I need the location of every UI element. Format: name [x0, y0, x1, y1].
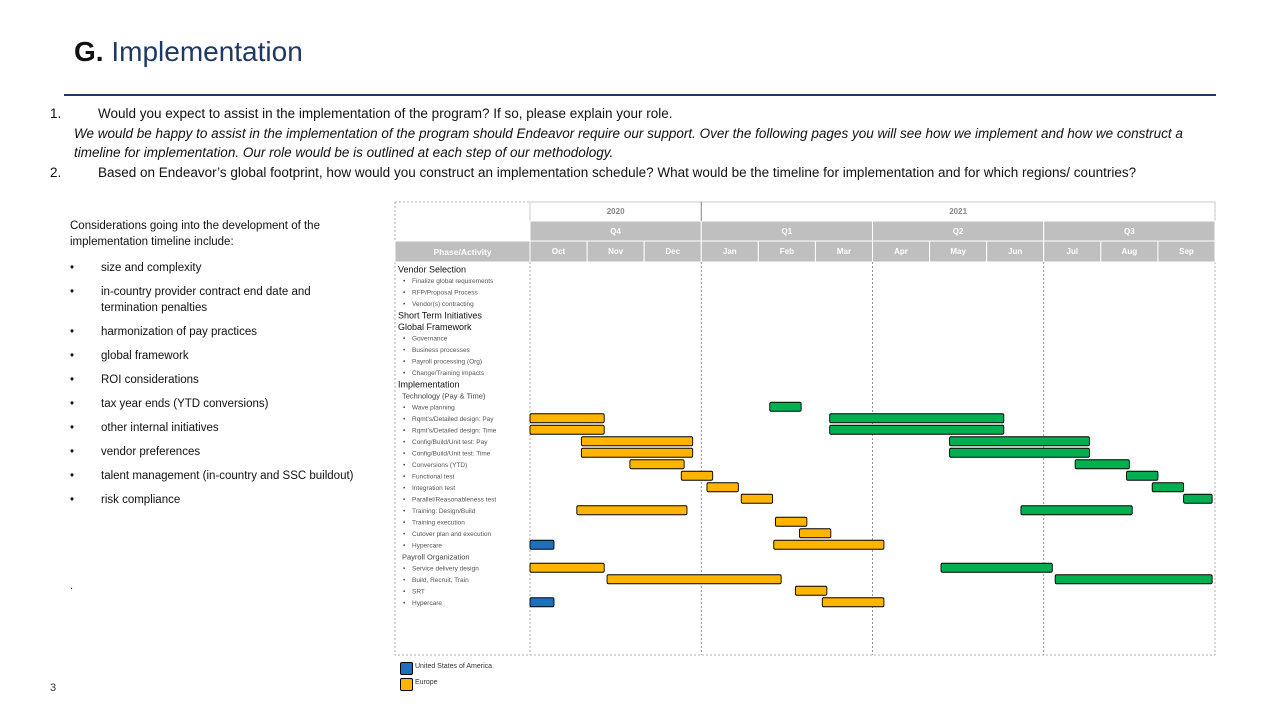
page-number: 3: [50, 682, 57, 694]
legend-europe-swatch: [400, 678, 413, 691]
month-label: Feb: [779, 247, 794, 256]
month-label: May: [950, 247, 966, 256]
month-label: Nov: [608, 247, 624, 256]
activity-label: Finalize global requirements: [412, 277, 494, 285]
gantt-bar: [530, 598, 554, 607]
activity-bullet-icon: •: [403, 404, 406, 412]
activity-label: Parallel/Reasonableness test: [412, 496, 497, 504]
activity-label: Config/Build/Unit test: Time: [412, 450, 491, 458]
list-item-text: tax year ends (YTD conversions): [101, 398, 269, 410]
list-item-text: size and complexity: [101, 262, 202, 274]
phase-label: Global Framework: [398, 321, 472, 332]
activity-bullet-icon: •: [403, 277, 406, 285]
gantt-bar: [741, 494, 772, 503]
activity-bullet-icon: •: [403, 427, 406, 435]
activity-bullet-icon: •: [403, 530, 406, 538]
month-label: Aug: [1121, 247, 1138, 256]
activity-label: RFP/Proposal Process: [412, 289, 478, 297]
gantt-bar: [630, 460, 684, 469]
activity-bullet-icon: •: [403, 496, 406, 504]
question-2-text: Based on Endeavor’s global footprint, how would you construct an implementation schedule? What would be the timeline for implementation and for which regions/ countries?: [98, 164, 1137, 180]
question-1-number: 1.: [50, 106, 62, 121]
legend-europe-label: Europe: [415, 679, 438, 686]
activity-label: Hypercare: [412, 599, 442, 607]
list-item-text: in-country provider contract end date and termination penalties: [101, 286, 311, 314]
activity-bullet-icon: •: [403, 542, 406, 550]
activity-label: Rqmt’s/Detailed design: Time: [412, 427, 497, 435]
bullet-icon: •: [70, 374, 75, 386]
gantt-bar: [530, 414, 604, 423]
activity-bullet-icon: •: [403, 358, 406, 366]
activity-label: Integration test: [412, 484, 455, 492]
month-label: Apr: [894, 247, 908, 256]
activity-bullet-icon: •: [403, 519, 406, 527]
gantt-bar: [1075, 460, 1129, 469]
gantt-bar: [774, 540, 884, 549]
activity-label: Vendor(s) contracting: [412, 300, 474, 308]
gantt-bar: [950, 448, 1090, 457]
month-label: Sep: [1179, 247, 1194, 256]
activity-label: Build, Recruit, Train: [412, 576, 469, 584]
section-letter: G.: [74, 36, 104, 67]
phase-header-label: Phase/Activity: [433, 247, 492, 257]
activity-label: Functional test: [412, 473, 455, 481]
bullet-icon: •: [70, 398, 75, 410]
month-label: Oct: [551, 247, 566, 256]
gantt-bar: [581, 437, 692, 446]
year-label: 2020: [606, 207, 625, 216]
activity-bullet-icon: •: [403, 599, 406, 607]
gantt-bar: [530, 540, 554, 549]
legend-usa-swatch: [400, 662, 413, 675]
question-1-text: Would you expect to assist in the implementation of the program? If so, please explain your role.: [98, 106, 673, 121]
bullet-icon: •: [70, 350, 75, 362]
list-item-text: risk compliance: [101, 494, 181, 506]
gantt-bar: [681, 471, 712, 480]
year-label: 2021: [949, 207, 968, 216]
subphase-label: Technology (Pay & Time): [402, 391, 486, 401]
activity-bullet-icon: •: [403, 565, 406, 573]
gantt-bar: [1152, 483, 1183, 492]
quarter-label: Q1: [781, 227, 793, 236]
phase-label: Implementation: [398, 379, 460, 390]
legend-usa-label: United States of America: [415, 663, 493, 670]
list-item-text: talent management (in-country and SSC buildout): [101, 470, 354, 482]
bullet-icon: •: [70, 262, 75, 274]
activity-label: Conversions (YTD): [412, 461, 468, 469]
activity-bullet-icon: •: [403, 484, 406, 492]
gantt-bar: [950, 437, 1090, 446]
phase-label: Vendor Selection: [398, 264, 467, 275]
gantt-bar: [941, 563, 1052, 572]
considerations-intro: Considerations going into the development of the implementation timeline include:: [70, 220, 320, 248]
list-item-text: vendor preferences: [101, 446, 201, 458]
bullet-icon: •: [70, 446, 75, 458]
month-label: Jan: [722, 247, 737, 256]
quarter-label: Q2: [952, 227, 964, 236]
activity-label: Training execution: [412, 519, 465, 527]
activity-label: Payroll processing (Org): [412, 358, 483, 366]
gantt-bar: [1055, 575, 1212, 584]
quarter-label: Q4: [610, 227, 621, 236]
month-label: Jul: [1066, 247, 1079, 256]
answer-1: We would be happy to assist in the implementation of the program should Endeavor require our support. Over the following pages you will see how we implement and how we construct a timeline for implementation. Our role would be is outlined at each step of our methodology.: [74, 125, 1183, 160]
activity-label: SRT: [412, 588, 425, 596]
gantt-bar: [530, 425, 604, 434]
list-item-text: other internal initiatives: [101, 422, 219, 434]
gantt-bar: [795, 586, 826, 595]
month-label: Dec: [665, 247, 681, 256]
activity-label: Cutover plan and execution: [412, 530, 492, 538]
list-item-text: global framework: [101, 350, 189, 362]
activity-label: Service delivery design: [412, 565, 479, 573]
activity-bullet-icon: •: [403, 450, 406, 458]
activity-label: Business processes: [412, 346, 470, 354]
activity-bullet-icon: •: [403, 289, 406, 297]
month-label: Mar: [836, 247, 852, 256]
activity-bullet-icon: •: [403, 415, 406, 423]
subphase-label: Payroll Organization: [402, 552, 470, 562]
activity-label: Hypercare: [412, 542, 442, 550]
activity-bullet-icon: •: [403, 346, 406, 354]
gantt-bar: [1184, 494, 1213, 503]
gantt-bar: [799, 529, 830, 538]
activity-bullet-icon: •: [403, 369, 406, 377]
gantt-bar: [830, 414, 1004, 423]
activity-bullet-icon: •: [403, 438, 406, 446]
activity-bullet-icon: •: [403, 473, 406, 481]
activity-bullet-icon: •: [403, 507, 406, 515]
bullet-icon: •: [70, 494, 75, 506]
activity-label: Config/Build/Unit test: Pay: [412, 438, 488, 446]
activity-label: Rqmt’s/Detailed design: Pay: [412, 415, 494, 423]
gantt-bar: [581, 448, 692, 457]
gantt-bar: [770, 402, 801, 411]
bullet-icon: •: [70, 286, 75, 298]
month-label: Jun: [1008, 247, 1023, 256]
phase-label: Short Term Initiatives: [398, 310, 482, 321]
bullet-icon: •: [70, 326, 75, 338]
quarter-label: Q3: [1124, 227, 1135, 236]
gantt-bar: [830, 425, 1004, 434]
activity-bullet-icon: •: [403, 461, 406, 469]
activity-label: Governance: [412, 335, 448, 343]
activity-bullet-icon: •: [403, 588, 406, 596]
bullet-icon: •: [70, 470, 75, 482]
activity-label: Wave planning: [412, 404, 455, 412]
activity-label: Training: Design/Build: [412, 507, 476, 515]
section-title: Implementation: [111, 36, 303, 67]
gantt-bar: [1021, 506, 1132, 515]
trailing-mark: .: [70, 580, 74, 592]
gantt-bar: [707, 483, 738, 492]
gantt-bar: [775, 517, 806, 526]
gantt-bar: [530, 563, 604, 572]
question-2-number: 2.: [50, 164, 62, 180]
gantt-bar: [1127, 471, 1158, 480]
bullet-icon: •: [70, 422, 75, 434]
gantt-bar: [607, 575, 781, 584]
list-item-text: harmonization of pay practices: [101, 326, 257, 338]
activity-label: Change/Training impacts: [412, 369, 485, 377]
list-item-text: ROI considerations: [101, 374, 199, 386]
gantt-bar: [577, 506, 687, 515]
activity-bullet-icon: •: [403, 300, 406, 308]
activity-bullet-icon: •: [403, 576, 406, 584]
gantt-bar: [822, 598, 884, 607]
activity-bullet-icon: •: [403, 335, 406, 343]
